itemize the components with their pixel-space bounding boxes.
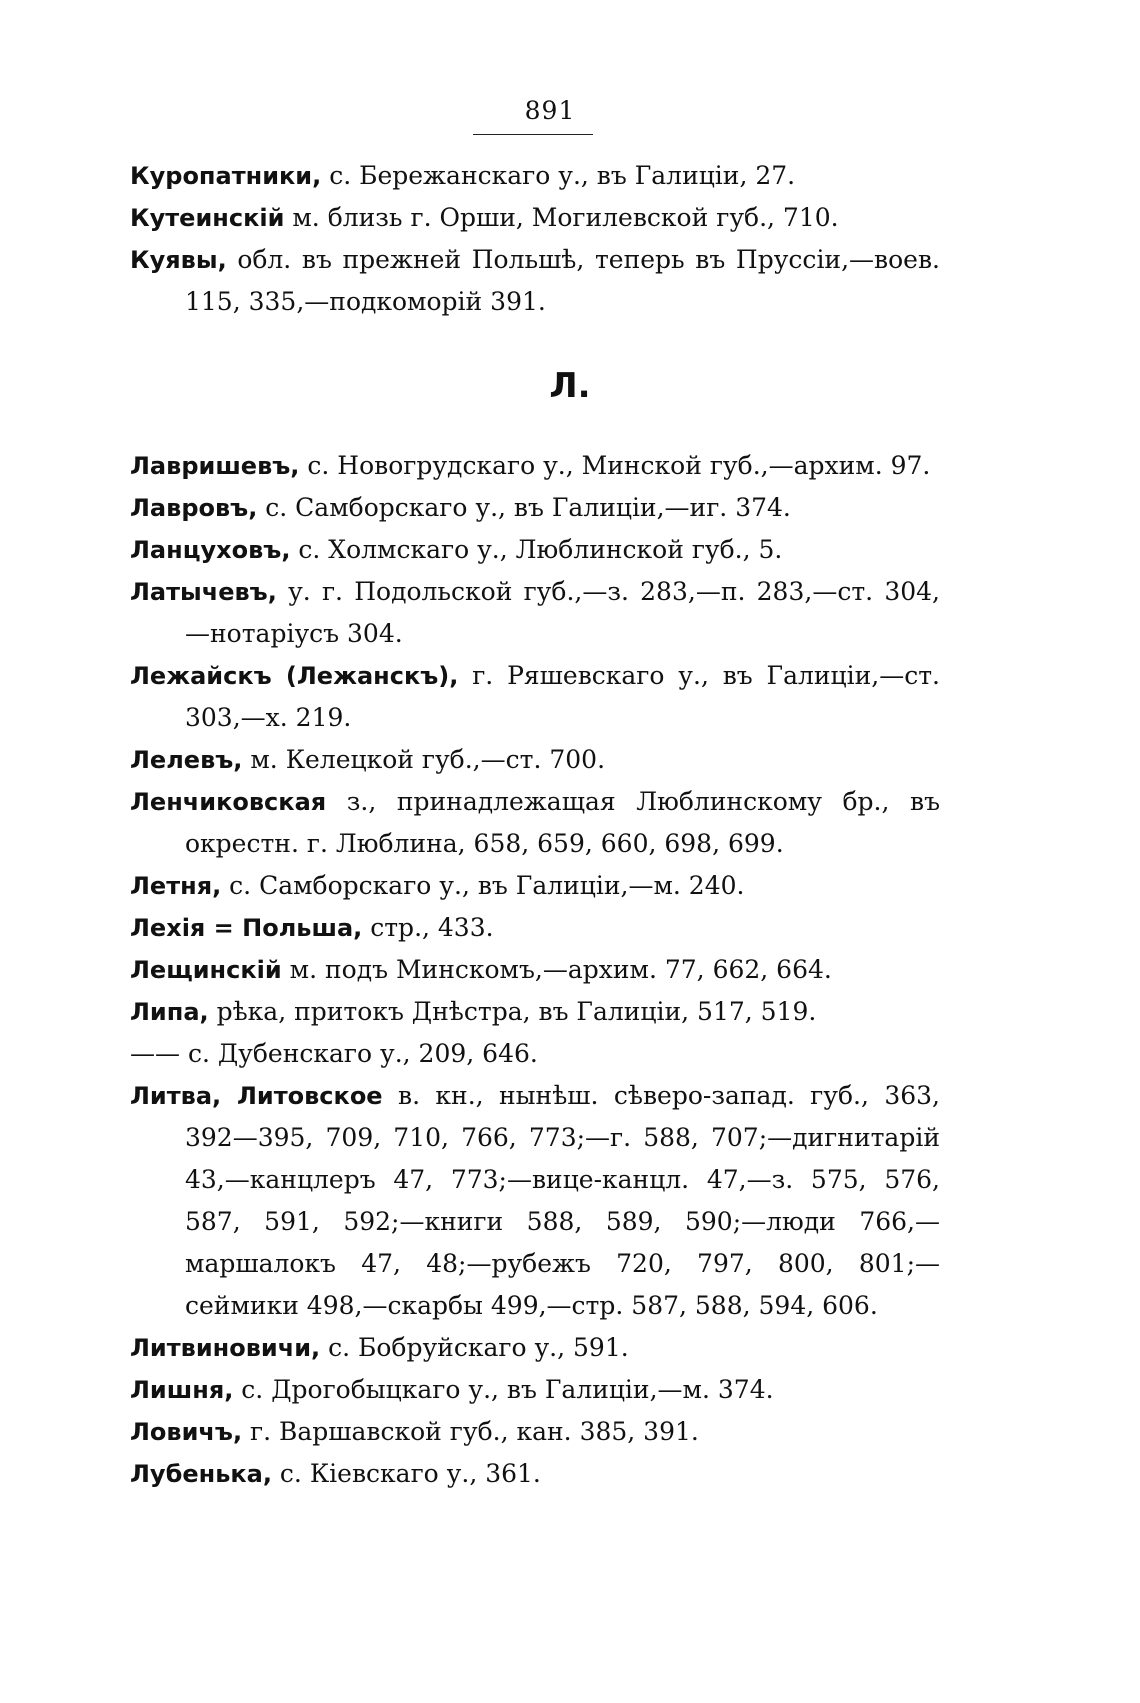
entry-text: с. Дубенскаго у., 209, 646. [180,1039,538,1068]
index-entry [130,155,940,197]
entry-text: г. Ряшевскаго у., въ Галиціи,—ст. 303,—х. 219. [185,661,940,732]
entry-text: у. г. Подольской губ.,—з. 283,—п. 283,—ст. 304,—нотаріусъ 304. [185,577,940,648]
index-entry [130,1327,940,1369]
entry-headword: Лежайскъ (Лежанскъ), [130,662,459,690]
entry-text: с. Самборскаго у., въ Галиціи,—иг. 374. [257,493,791,522]
index-entry [130,1369,940,1411]
index-entry [130,865,940,907]
entry-text: с. Новогрудскаго у., Минской губ.,—архим. 97. [299,451,931,480]
index-entry [130,197,940,239]
section-letter-heading: Л. [549,366,591,406]
index-entry [130,907,940,949]
entry-headword: Лишня, [130,1376,234,1404]
entry-headword: Литва, Литовское [130,1082,383,1110]
index-entries-main [130,445,940,1495]
entry-text: м. подъ Минскомъ,—архим. 77, 662, 664. [281,955,832,984]
entry-text: с. Бобруйскаго у., 591. [320,1333,629,1362]
index-entry [130,1075,940,1327]
entry-headword: Кутеинскій [130,204,285,232]
entry-text: с. Дрогобыцкаго у., въ Галиціи,—м. 374. [233,1375,774,1404]
page-number: 891 [524,96,576,125]
entry-headword: Латычевъ, [130,578,277,606]
entry-headword: Лехія = Польша, [130,914,363,942]
entry-headword: Лещинскій [130,956,282,984]
entry-text: с. Кіевскаго у., 361. [271,1459,541,1488]
index-entry [130,781,940,865]
index-entry [130,445,940,487]
index-entry [130,1411,940,1453]
entry-headword: Куявы, [130,246,227,274]
entry-headword: Лелевъ, [130,746,243,774]
entry-headword: Литвиновичи, [130,1334,321,1362]
index-subentry [130,1033,940,1075]
entry-text: рѣка, притокъ Днѣстра, въ Галиціи, 517, 519. [208,997,817,1026]
entry-text: г. Варшавской губ., кан. 385, 391. [242,1417,699,1446]
page-number-rule [473,134,593,135]
entry-headword: Лубенька, [130,1460,272,1488]
entry-text: стр., 433. [362,913,494,942]
entry-headword: Летня, [130,872,222,900]
entry-headword: Куропатники, [130,162,322,190]
entry-ditto-dash: —— [130,1039,180,1068]
entry-text: с. Холмскаго у., Люблинской губ., 5. [290,535,783,564]
entry-headword: Липа, [130,998,209,1026]
entry-headword: Лавровъ, [130,494,258,522]
entry-text: в. кн., нынѣш. сѣверо-запад. губ., 363, 392—395, 709, 710, 766, 773;—г. 588, 707;—дигнитарій 43,—канцлеръ 47, 773;—вице-канцл. 47,—з. 575, 576, 587, 591, 592;—книги 588, 589, 590;—люди 766,—маршалокъ 47, 48;—рубежъ 720, 797, 800, 801;—сеймики 498,—скарбы 499,—стр. 587, 588, 594, 606. [185,1081,940,1320]
index-entry [130,739,940,781]
entry-text: с. Самборскаго у., въ Галиціи,—м. 240. [221,871,745,900]
index-entries-top [130,155,940,323]
entry-text: м. близь г. Орши, Могилевской губ., 710. [284,203,839,232]
entry-headword: Ловичъ, [130,1418,243,1446]
entry-text: з., принадлежащая Люблинскому бр., въ окрестн. г. Люблина, 658, 659, 660, 698, 699. [185,787,940,858]
index-entry [130,239,940,323]
index-entry [130,487,940,529]
entry-text: с. Бережанскаго у., въ Галиціи, 27. [321,161,796,190]
index-entry [130,571,940,655]
index-entry [130,949,940,991]
entry-text: обл. въ прежней Польшѣ, теперь въ Пруссіи,—воев. 115, 335,—подкоморій 391. [185,245,940,316]
index-entry [130,991,940,1033]
index-entry [130,529,940,571]
entry-headword: Ленчиковская [130,788,327,816]
entry-text: м. Келецкой губ.,—ст. 700. [242,745,606,774]
entry-headword: Лавришевъ, [130,452,300,480]
entry-headword: Ланцуховъ, [130,536,291,564]
index-entry [130,655,940,739]
index-entry [130,1453,940,1495]
